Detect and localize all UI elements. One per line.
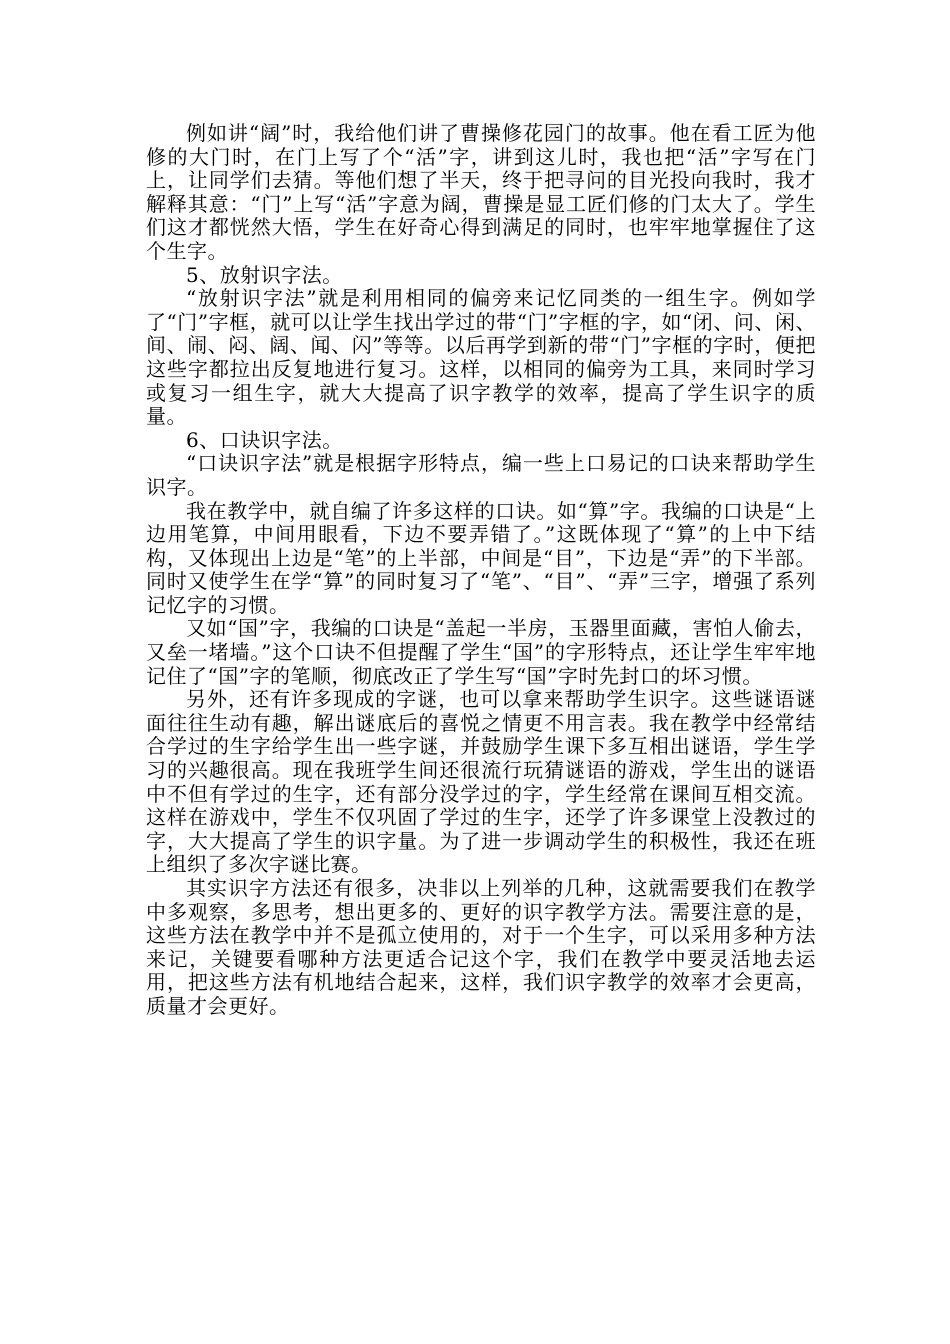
- paragraph-mnemonic-suan: 我在教学中，就自编了许多这样的口诀。如“算”字。我编的口诀是“上边用笔算，中间用眼看，下边不要弄错了。”这既体现了“算”的上中下结构，又体现出上边是“笔”的上半部，中间是“目”，下边是“弄”的下半部。同时又使学生在学“算”的同时复习了“笔”、“目”、“弄”三字，增强了系列记忆字的习惯。: [146, 498, 816, 617]
- paragraph-riddles: 另外，还有许多现成的字谜，也可以拿来帮助学生识字。这些谜语谜面往往生动有趣，解出谜底后的喜悦之情更不用言表。我在教学中经常结合学过的生字给学生出一些字谜，并鼓励学生课下多互相出谜语，学生学习的兴趣很高。现在我班学生间还很流行玩猜谜语的游戏，学生出的谜语中不但有学过的生字，还有部分没学过的字，学生经常在课间互相交流。这样在游戏中，学生不仅巩固了学过的生字，还学了许多课堂上没教过的字，大大提高了学生的识字量。为了进一步调动学生的积极性，我还在班上组织了多次字谜比赛。: [146, 687, 816, 877]
- paragraph-mnemonic-definition: “口诀识字法”就是根据字形特点，编一些上口易记的口诀来帮助学生识字。: [146, 451, 816, 499]
- paragraph-mnemonic-guo: 又如“国”字，我编的口诀是“盖起一半房，玉器里面藏，害怕人偷去，又垒一堵墙。”这个口诀不但提醒了学生“国”的字形特点，还让学生牢牢地记住了“国”字的笔顺，彻底改正了学生写“国”字时先封口的坏习惯。: [146, 616, 816, 688]
- paragraph-radial-method: “放射识字法”就是利用相同的偏旁来记忆同类的一组生字。例如学了“门”字框，就可以让学生找出学过的带“门”字框的字，如“闭、问、闲、间、闹、闷、阔、闻、闪”等等。以后再学到新的带“门”字框的字时，便把这些字都拉出反复地进行复习。这样，以相同的偏旁为工具，来同时学习或复习一组生字，就大大提高了识字教学的效率，提高了学生识字的质量。: [146, 286, 816, 429]
- paragraph-conclusion: 其实识字方法还有很多，决非以上列举的几种，这就需要我们在教学中多观察，多思考，想出更多的、更好的识字教学方法。需要注意的是，这些方法在教学中并不是孤立使用的，对于一个生字，可以采用多种方法来记，关键要看哪种方法更适合记这个字，我们在教学中要灵活地去运用，把这些方法有机地结合起来，这样，我们识字教学的效率才会更高，质量才会更好。: [146, 876, 816, 1018]
- paragraph-story: 例如讲“阔”时，我给他们讲了曹操修花园门的故事。他在看工匠为他修的大门时，在门上写了个“活”字，讲到这儿时，我也把“活”字写在门上，让同学们去猜。等他们想了半天，终于把寻问的目光投向我时，我才解释其意：“门”上写“活”字意为阔，曹操是显工匠们修的门太大了。学生们这才都恍然大悟，学生在好奇心得到满足的同时，也牢牢地掌握住了这个生字。: [146, 121, 816, 263]
- document-body: [146, 122, 816, 1019]
- section-heading-6: 6、口诀识字法。: [186, 427, 343, 452]
- section-heading-5: 5、放射识字法。: [186, 262, 343, 287]
